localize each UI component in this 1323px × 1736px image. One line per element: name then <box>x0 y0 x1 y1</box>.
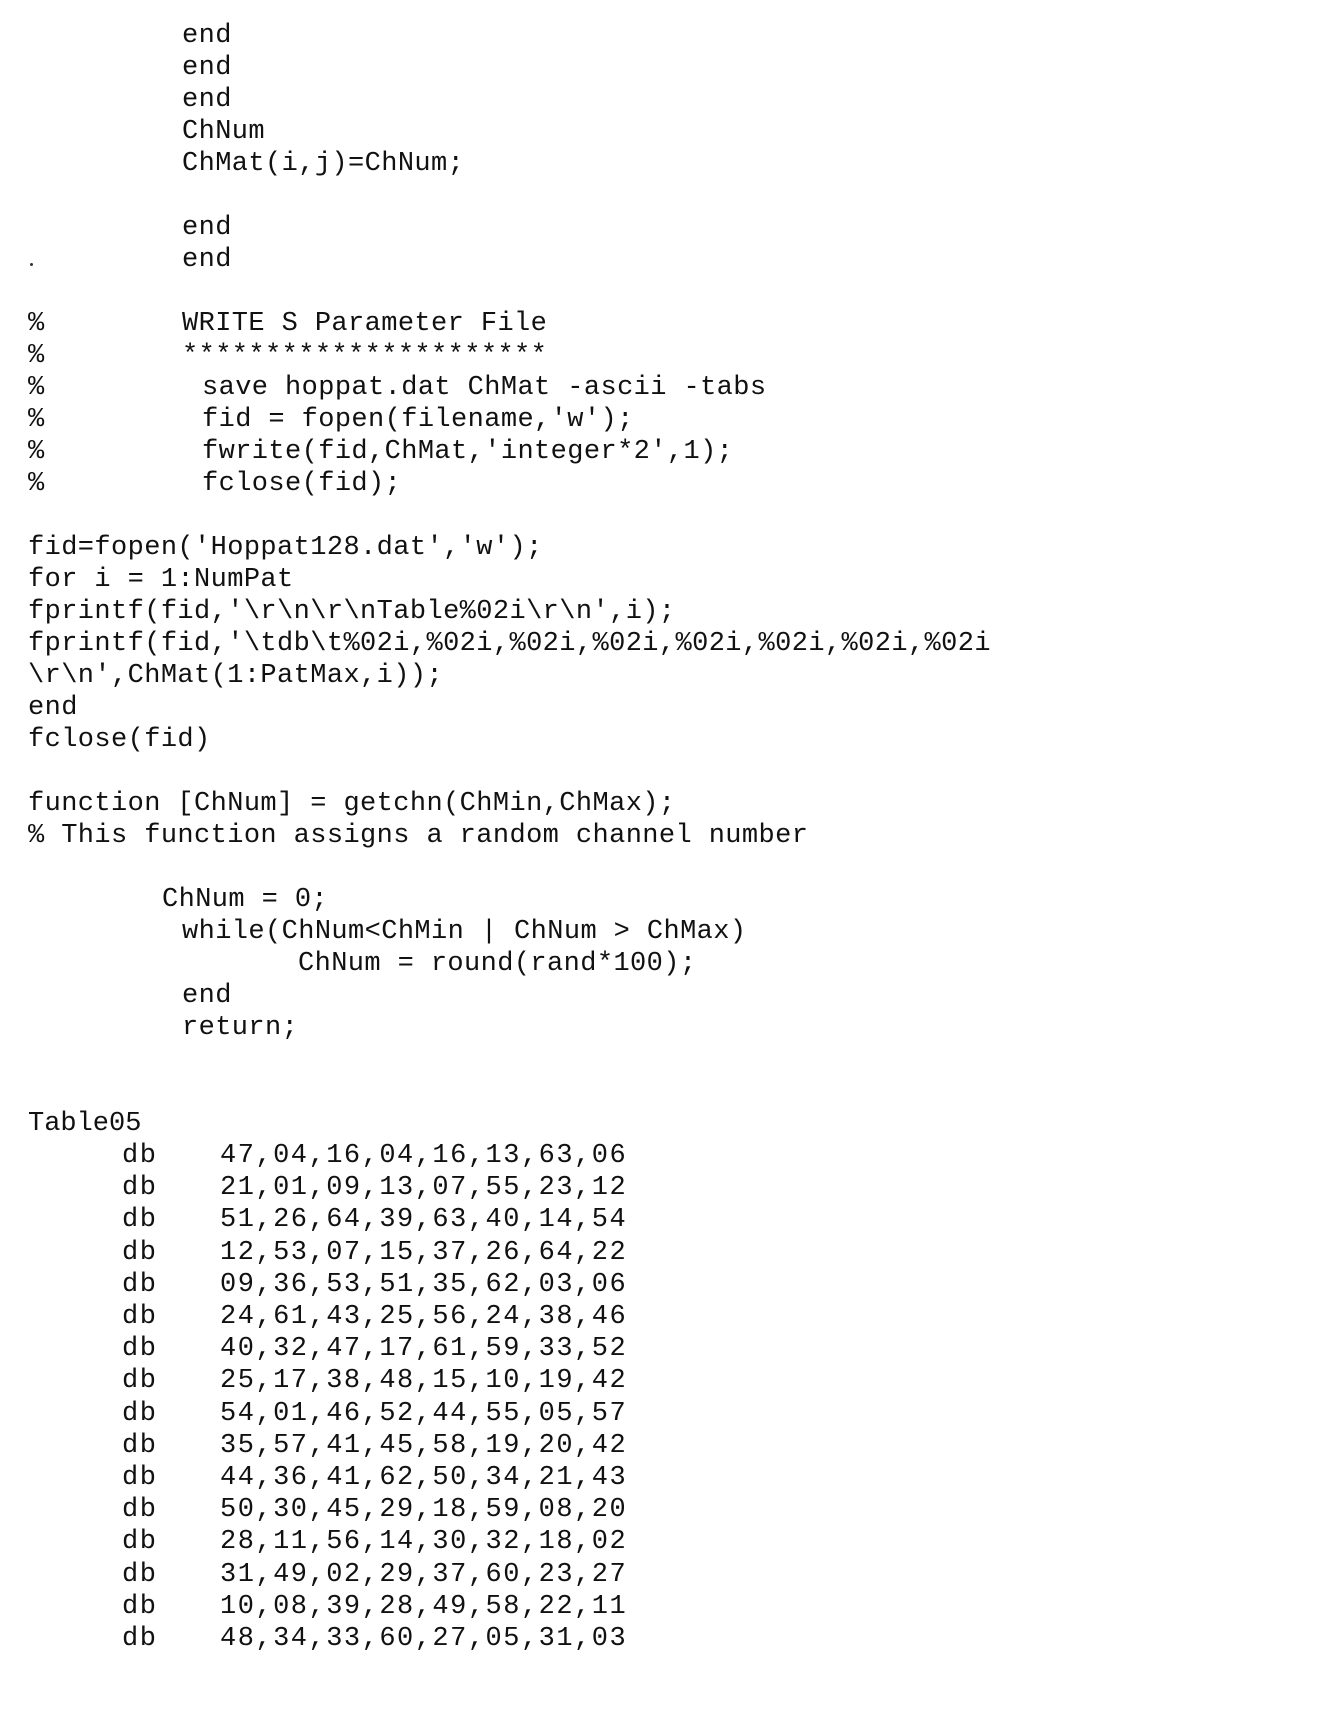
table-row-values: 54,01,46,52,44,55,05,57 <box>220 1398 628 1429</box>
code-line-end-5: end <box>182 245 232 275</box>
table-row-values: 40,32,47,17,61,59,33,52 <box>220 1334 628 1365</box>
table-label: Table05 <box>28 1109 142 1139</box>
stray-dot-mark <box>30 263 33 266</box>
table-row-op: db <box>122 1495 158 1526</box>
code-line-chnum: ChNum <box>182 117 266 147</box>
table-row-values: 25,17,38,48,15,10,19,42 <box>220 1366 628 1397</box>
table-row-values: 31,49,02,29,37,60,23,27 <box>220 1559 628 1590</box>
table-row-op: db <box>122 1237 158 1268</box>
table-row-op: db <box>122 1173 158 1204</box>
table-row-op: db <box>122 1527 158 1558</box>
table-row-values: 44,36,41,62,50,34,21,43 <box>220 1463 628 1493</box>
table-row-op: db <box>122 1302 158 1332</box>
table-row-op: db <box>122 1559 158 1590</box>
comment-fclose-line: fclose(fid); <box>202 469 402 499</box>
table-row-values: 50,30,45,29,18,59,08,20 <box>220 1495 628 1526</box>
code-line-end-1: end <box>182 21 232 51</box>
table-row-op: db <box>122 1463 158 1493</box>
table-row-op: db <box>122 1591 158 1622</box>
comment-asterisk-rule: ********************** <box>182 341 548 371</box>
table-row-op: db <box>122 1141 158 1171</box>
code-line-chmat-assign: ChMat(i,j)=ChNum; <box>182 149 465 179</box>
table-row-op: db <box>122 1269 158 1300</box>
code-line-end-2: end <box>182 53 232 83</box>
code-line-end-while: end <box>182 981 232 1011</box>
code-line-end-loop: end <box>28 693 78 723</box>
comment-fopen-line: fid = fopen(filename,'w'); <box>202 405 634 435</box>
comment-write-header: WRITE S Parameter File <box>182 309 548 339</box>
table-row-op: db <box>122 1334 158 1365</box>
code-line-while: while(ChNum<ChMin | ChNum > ChMax) <box>182 917 747 947</box>
table-row-values: 35,57,41,45,58,19,20,42 <box>220 1430 628 1461</box>
comment-save-line: save hoppat.dat ChMat -ascii -tabs <box>202 373 767 403</box>
table-row-values: 24,61,43,25,56,24,38,46 <box>220 1302 628 1332</box>
table-row-op: db <box>122 1205 158 1236</box>
code-line-return: return; <box>182 1013 299 1043</box>
table-row-op: db <box>122 1624 158 1654</box>
comment-percent-3: % <box>28 373 45 403</box>
table-row-values: 28,11,56,14,30,32,18,02 <box>220 1527 628 1558</box>
table-row-op: db <box>122 1398 158 1429</box>
comment-percent-6: % <box>28 469 45 499</box>
table-row-values: 21,01,09,13,07,55,23,12 <box>220 1173 628 1204</box>
code-line-fclose: fclose(fid) <box>28 725 211 755</box>
table-row-values: 12,53,07,15,37,26,64,22 <box>220 1237 628 1268</box>
comment-percent-1: % <box>28 309 45 339</box>
table-row-op: db <box>122 1366 158 1397</box>
code-line-for: for i = 1:NumPat <box>28 565 294 595</box>
table-row-values: 51,26,64,39,63,40,14,54 <box>220 1205 628 1236</box>
code-line-fprintf-db: fprintf(fid,'\tdb\t%02i,%02i,%02i,%02i,%02i,%02i,%02i,%02i <box>28 629 991 659</box>
code-line-round-rand: ChNum = round(rand*100); <box>298 949 697 979</box>
code-line-fprintf-continuation: \r\n',ChMat(1:PatMax,i)); <box>28 661 444 691</box>
comment-percent-4: % <box>28 405 45 435</box>
table-row-values: 09,36,53,51,35,62,03,06 <box>220 1269 628 1300</box>
code-line-end-4: end <box>182 213 232 243</box>
table-row-values: 48,34,33,60,27,05,31,03 <box>220 1624 628 1654</box>
code-line-fprintf-table: fprintf(fid,'\r\n\r\nTable%02i\r\n',i); <box>28 597 676 627</box>
comment-percent-2: % <box>28 341 45 371</box>
comment-percent-5: % <box>28 437 45 467</box>
table-row-op: db <box>122 1430 158 1461</box>
code-line-function-comment: % This function assigns a random channel number <box>28 821 809 851</box>
table-row-values: 10,08,39,28,49,58,22,11 <box>220 1591 628 1622</box>
code-line-function-signature: function [ChNum] = getchn(ChMin,ChMax); <box>28 789 676 819</box>
code-line-end-3: end <box>182 85 232 115</box>
code-line-chnum-init: ChNum = 0; <box>162 885 329 915</box>
comment-fwrite-line: fwrite(fid,ChMat,'integer*2',1); <box>202 437 734 467</box>
code-line-fopen: fid=fopen('Hoppat128.dat','w'); <box>28 533 543 563</box>
table-row-values: 47,04,16,04,16,13,63,06 <box>220 1141 628 1171</box>
